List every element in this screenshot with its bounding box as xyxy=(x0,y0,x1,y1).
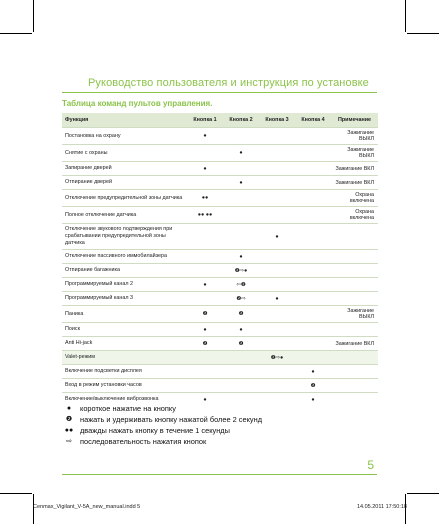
legend-text: дважды нажать кнопку в течение 1 секунды xyxy=(80,426,230,435)
cell-button-3: ● xyxy=(259,224,295,250)
cell-button-1 xyxy=(187,379,223,393)
cell-button-1 xyxy=(187,264,223,278)
crop-mark xyxy=(0,493,32,494)
legend-item xyxy=(62,414,262,425)
cell-button-3 xyxy=(259,162,295,176)
cell-button-2 xyxy=(223,207,259,224)
cell-button-2: ❷ xyxy=(223,337,259,351)
footer-timestamp: 14.05.2011 17:50:18 xyxy=(356,504,407,510)
cell-button-3 xyxy=(259,365,295,379)
header-rule xyxy=(62,92,377,93)
col-header-button-4: Кнопка 4 xyxy=(295,113,331,128)
short-press-icon: ● xyxy=(66,405,72,412)
cell-button-2: ● xyxy=(223,250,259,264)
cell-note: Зажигание ВЫКЛ xyxy=(331,128,378,145)
table-row xyxy=(62,250,378,264)
cell-button-4 xyxy=(295,351,331,365)
cell-button-3 xyxy=(259,145,295,162)
cell-function: Программируемый канал 3 xyxy=(62,292,187,306)
cell-button-4 xyxy=(295,278,331,292)
cell-button-1: ●● ●● xyxy=(187,207,223,224)
cell-function: Valet-режим xyxy=(62,351,187,365)
table-row xyxy=(62,306,378,323)
cell-button-2 xyxy=(223,162,259,176)
cell-button-1: ❷ xyxy=(187,306,223,323)
cell-button-2 xyxy=(223,351,259,365)
cell-button-4: ● xyxy=(295,365,331,379)
cell-function: Отпирание дверей xyxy=(62,176,187,190)
table-row xyxy=(62,278,378,292)
legend-item xyxy=(62,425,262,436)
table-row xyxy=(62,207,378,224)
cell-button-4 xyxy=(295,323,331,337)
cell-button-1: ● xyxy=(187,393,223,407)
table-row xyxy=(62,264,378,278)
cell-button-1 xyxy=(187,365,223,379)
sequence-arrow-icon: ⇨ xyxy=(66,438,72,445)
table-row xyxy=(62,337,378,351)
table-header-row xyxy=(62,113,378,128)
cell-function: Запирание дверей xyxy=(62,162,187,176)
cell-button-4 xyxy=(295,128,331,145)
cell-button-4: ● xyxy=(295,393,331,407)
cell-note xyxy=(331,351,378,365)
col-header-button-3: Кнопка 3 xyxy=(259,113,295,128)
page-number: 5 xyxy=(367,458,374,472)
cell-button-4 xyxy=(295,306,331,323)
cell-button-1: ❷ xyxy=(187,337,223,351)
legend xyxy=(62,403,262,447)
cell-button-4 xyxy=(295,250,331,264)
cell-button-3: ● xyxy=(259,292,295,306)
legend-item xyxy=(62,436,262,447)
cell-button-3 xyxy=(259,190,295,207)
crop-mark xyxy=(407,493,439,494)
cell-note xyxy=(331,224,378,250)
cell-button-1 xyxy=(187,224,223,250)
cell-button-4 xyxy=(295,145,331,162)
cell-button-3 xyxy=(259,128,295,145)
cell-button-3 xyxy=(259,306,295,323)
table-row xyxy=(62,162,378,176)
cell-button-3 xyxy=(259,323,295,337)
crop-mark xyxy=(407,33,439,34)
cell-button-3 xyxy=(259,176,295,190)
footer-rule xyxy=(62,474,377,475)
cell-button-4 xyxy=(295,337,331,351)
cell-button-1 xyxy=(187,176,223,190)
cell-button-2 xyxy=(223,128,259,145)
cell-function: Anti Hi-jack xyxy=(62,337,187,351)
long-press-icon: ❷ xyxy=(65,416,73,423)
cell-function: Включение/выключение виброзвонка xyxy=(62,393,187,407)
cell-button-4 xyxy=(295,190,331,207)
cell-button-2: ● xyxy=(223,176,259,190)
cell-note xyxy=(331,278,378,292)
table-title: Таблица команд пультов управления. xyxy=(62,99,213,108)
cell-note xyxy=(331,292,378,306)
cell-function: Отключение предупредительной зоны датчика xyxy=(62,190,187,207)
cell-function: Полное отключение датчика xyxy=(62,207,187,224)
cell-note xyxy=(331,250,378,264)
cell-button-4 xyxy=(295,162,331,176)
cell-button-4 xyxy=(295,207,331,224)
cell-note xyxy=(331,323,378,337)
col-header-function: Функция xyxy=(62,113,187,128)
table-row xyxy=(62,351,378,365)
cell-note: Зажигание ВКЛ xyxy=(331,162,378,176)
cell-button-4 xyxy=(295,176,331,190)
cell-button-3 xyxy=(259,379,295,393)
commands-table xyxy=(62,113,378,406)
cell-button-2: ❷⇨● xyxy=(223,264,259,278)
cell-function: Постановка на охрану xyxy=(62,128,187,145)
table-row xyxy=(62,190,378,207)
cell-button-3 xyxy=(259,278,295,292)
cell-button-3 xyxy=(259,337,295,351)
cell-button-4 xyxy=(295,264,331,278)
cell-button-3 xyxy=(259,264,295,278)
cell-function: Паника xyxy=(62,306,187,323)
cell-note: Зажигание ВЫКЛ xyxy=(331,145,378,162)
cell-button-2 xyxy=(223,224,259,250)
col-header-button-1: Кнопка 1 xyxy=(187,113,223,128)
page-header: Руководство пользователя и инструкция по установке xyxy=(88,77,369,89)
cell-button-1: ● xyxy=(187,128,223,145)
cell-function: Отпирание багажника xyxy=(62,264,187,278)
cell-button-1: ● xyxy=(187,162,223,176)
cell-function: Отключение звукового подтверждения при срабатывании предупредительной зоны датчика xyxy=(62,224,187,250)
cell-note xyxy=(331,393,378,407)
cell-button-3 xyxy=(259,393,295,407)
crop-mark xyxy=(33,0,34,32)
cell-button-4: ❷ xyxy=(295,379,331,393)
cell-button-1: ● xyxy=(187,278,223,292)
table-row xyxy=(62,176,378,190)
cell-function: Снятие с охраны xyxy=(62,145,187,162)
cell-note: Охрана включена xyxy=(331,190,378,207)
cell-button-2: ● xyxy=(223,145,259,162)
cell-button-1 xyxy=(187,250,223,264)
table-row xyxy=(62,323,378,337)
cell-button-2: ● xyxy=(223,323,259,337)
cell-button-1 xyxy=(187,145,223,162)
cell-button-3: ❷⇨● xyxy=(259,351,295,365)
table-row xyxy=(62,292,378,306)
cell-button-3 xyxy=(259,207,295,224)
cell-function: Программируемый канал 2 xyxy=(62,278,187,292)
cell-button-1: ●● xyxy=(187,190,223,207)
cell-note: Зажигание ВКЛ xyxy=(331,337,378,351)
cell-button-1 xyxy=(187,292,223,306)
cell-function: Отключение пассивного иммобилайзера xyxy=(62,250,187,264)
table-row xyxy=(62,379,378,393)
cell-button-3 xyxy=(259,250,295,264)
cell-button-2: ❷⇨ xyxy=(223,292,259,306)
legend-text: последовательность нажатия кнопок xyxy=(80,437,207,446)
legend-text: короткое нажатие на кнопку xyxy=(80,404,176,413)
table-body xyxy=(62,128,378,407)
col-header-note: Примечание xyxy=(331,113,378,128)
cell-note xyxy=(331,379,378,393)
legend-item xyxy=(62,403,262,414)
table-row xyxy=(62,128,378,145)
crop-mark xyxy=(0,33,32,34)
table-row xyxy=(62,224,378,250)
cell-button-2: ❷ xyxy=(223,306,259,323)
cell-button-2 xyxy=(223,190,259,207)
cell-note: Зажигание ВЫКЛ xyxy=(331,306,378,323)
cell-note xyxy=(331,264,378,278)
cell-note: Зажигание ВКЛ xyxy=(331,176,378,190)
legend-text: нажать и удерживать кнопку нажатой более 2 секунд xyxy=(80,415,263,424)
table-row xyxy=(62,365,378,379)
cell-button-2: ⇦❷ xyxy=(223,278,259,292)
cell-function: Поиск xyxy=(62,323,187,337)
table-row xyxy=(62,145,378,162)
cell-button-1 xyxy=(187,351,223,365)
cell-button-1: ● xyxy=(187,323,223,337)
cell-note xyxy=(331,365,378,379)
cell-button-4 xyxy=(295,292,331,306)
crop-mark xyxy=(405,0,406,32)
footer-filename: Cenmax_Vigilant_V-5A_new_manual.indd 5 xyxy=(33,504,141,510)
cell-function: Вход в режим установки часов xyxy=(62,379,187,393)
cell-note: Охрана включена xyxy=(331,207,378,224)
cell-button-4 xyxy=(295,224,331,250)
cell-button-2 xyxy=(223,379,259,393)
cell-button-2 xyxy=(223,365,259,379)
double-press-icon: ●● xyxy=(64,427,74,434)
cell-function: Включение подсветки дисплея xyxy=(62,365,187,379)
col-header-button-2: Кнопка 2 xyxy=(223,113,259,128)
